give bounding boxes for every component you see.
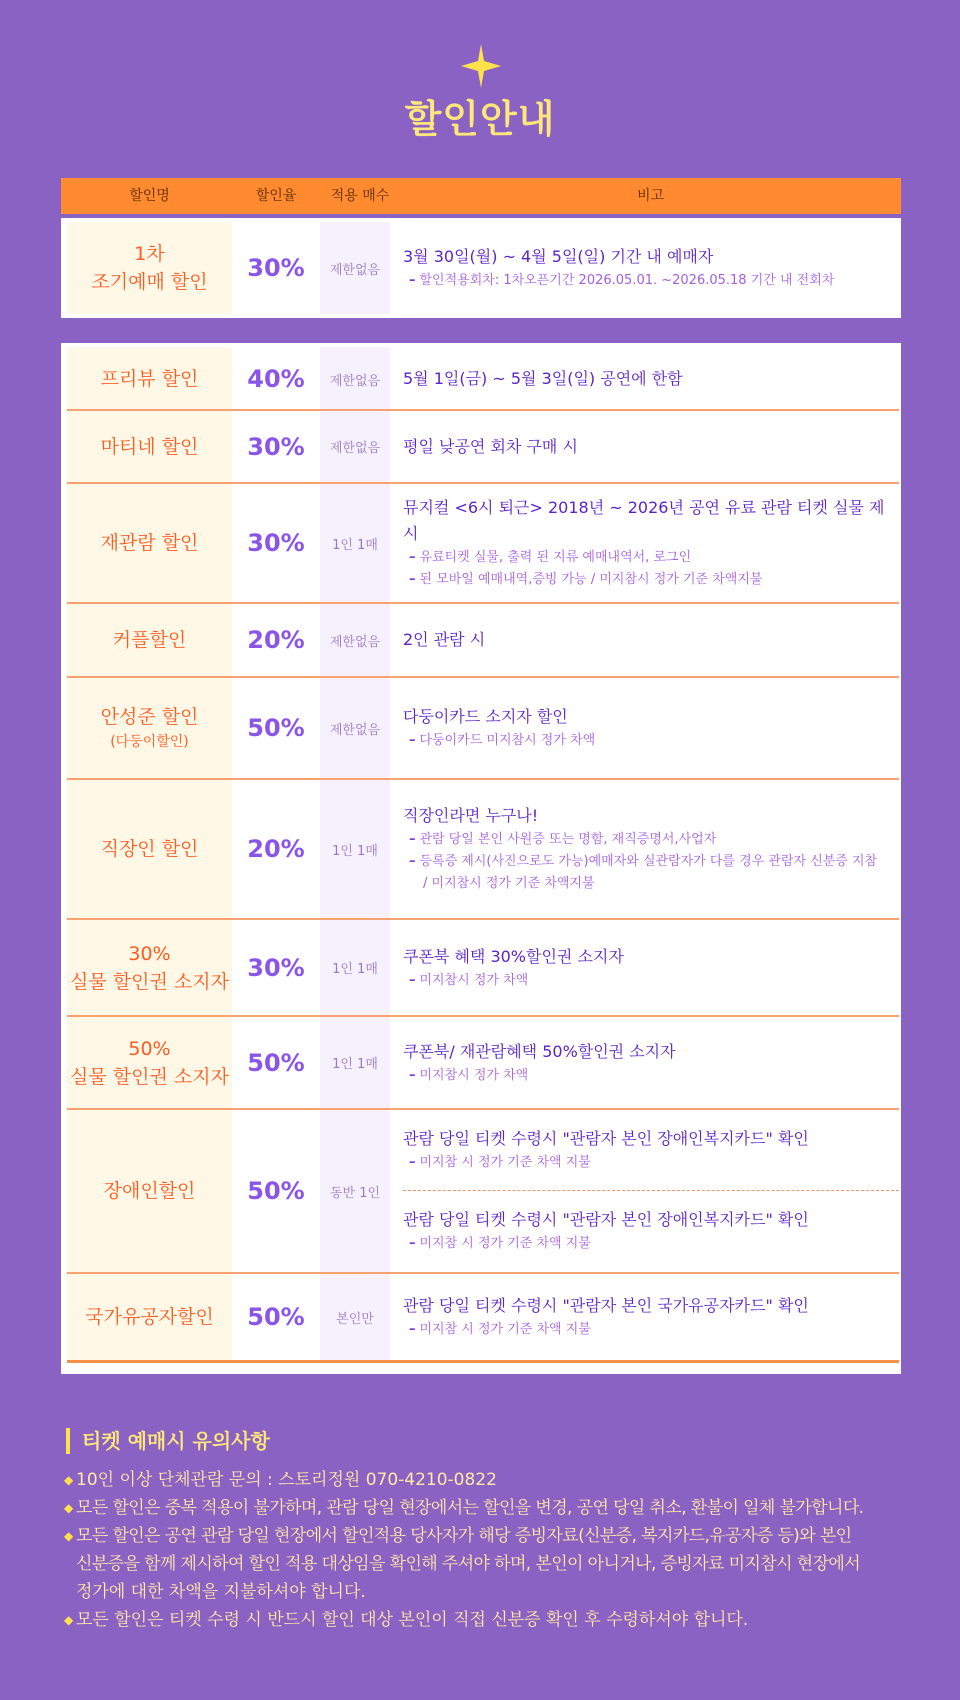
notice-item: ◆ 10인 이상 단체관람 문의 : 스토리정원 070-4210-0822 <box>64 1466 904 1494</box>
discount-remarks: 직장인라면 누구나! – 관람 당일 본인 사원증 또는 명함, 재직증명서,사업자 – 등록증 제시(사진으로도 가능)예매자와 실관람자가 다를 경우 관람자 신분증 지참 / 미지참시 정가 기준 차액지불 <box>403 806 878 891</box>
discount-remarks: 5월 1일(금) ~ 5월 3일(일) 공연에 한함 <box>403 369 683 388</box>
notice-item: ◆ 모든 할인은 티켓 수령 시 반드시 할인 대상 본인이 직접 신분증 확인 후 수령하셔야 합니다. <box>64 1606 904 1634</box>
diamond-bullet-icon: ◆ <box>64 1473 74 1487</box>
discount-name: 30% 실물 할인권 소지자 <box>67 920 232 1015</box>
early-discount-card <box>61 218 901 318</box>
discount-table-card <box>61 343 901 1374</box>
discount-quantity: 1인 1매 <box>320 1017 390 1108</box>
discount-quantity: 1인 1매 <box>320 920 390 1015</box>
discount-remarks: 쿠폰북 혜택 30%할인권 소지자 – 미지참시 정가 차액 <box>403 946 624 988</box>
discount-remarks: 뮤지컬 <6시 퇴근> 2018년 ~ 2026년 공연 유료 관람 티켓 실물 제시 – 유료티켓 실물, 출력 된 지류 예매내역서, 로그인 – 된 모바일 예매내역,증빙 가능 / 미지참시 정가 기준 차액지불 <box>403 498 885 587</box>
discount-quantity: 제한없음 <box>320 222 390 314</box>
discount-rate: 30% <box>247 953 305 982</box>
discount-quantity: 제한없음 <box>320 604 390 676</box>
diamond-bullet-icon: ◆ <box>64 1613 74 1627</box>
discount-rate: 50% <box>247 714 305 742</box>
discount-quantity: 제한없음 <box>320 678 390 778</box>
discount-rate: 30% <box>247 529 305 557</box>
discount-quantity: 1인 1매 <box>320 780 390 918</box>
discount-remarks: 관람 당일 티켓 수령시 "관람자 본인 장애인복지카드" 확인 – 미지참 시 정가 기준 차액 지불 <box>403 1129 809 1170</box>
discount-name: 프리뷰 할인 <box>67 347 232 411</box>
discount-quantity: 동반 1인 <box>320 1110 390 1272</box>
discount-rate: 20% <box>247 626 305 654</box>
discount-name: 직장인 할인 <box>67 780 232 918</box>
discount-rate: 50% <box>247 1048 305 1077</box>
discount-remarks: 3월 30일(월) ~ 4월 5일(일) 기간 내 예매자 – 할인적용회차: 1차오픈기간 2026.05.01. ~2026.05.18 기간 내 전회차 <box>403 247 835 288</box>
discount-name: 안성준 할인 (다둥이할인) <box>67 678 232 778</box>
discount-remarks: 관람 당일 티켓 수령시 "관람자 본인 국가유공자카드" 확인 – 미지참 시 정가 기준 차액 지불 <box>403 1296 809 1337</box>
diamond-bullet-icon: ◆ <box>64 1501 74 1515</box>
discount-remarks: 쿠폰북/ 재관람혜택 50%할인권 소지자 – 미지참시 정가 차액 <box>403 1041 676 1083</box>
notice-list <box>64 1466 904 1634</box>
discount-remarks-companion: 관람 당일 티켓 수령시 "관람자 본인 장애인복지카드" 확인 – 미지참 시 정가 기준 차액 지불 <box>403 1210 809 1251</box>
discount-name: 장애인할인 <box>67 1110 232 1272</box>
discount-quantity: 본인만 <box>320 1274 390 1360</box>
discount-name: 마티네 할인 <box>67 411 232 482</box>
table-header <box>61 178 901 214</box>
page-title: 할인안내 <box>404 97 556 141</box>
discount-name: 커플할인 <box>67 604 232 676</box>
table-bottom-border <box>67 1360 899 1363</box>
discount-name: 50% 실물 할인권 소지자 <box>67 1017 232 1108</box>
discount-rate: 50% <box>247 1177 305 1205</box>
notice-item: ◆ 모든 할인은 공연 관람 당일 현장에서 할인적용 당사자가 해당 증빙자료(신분증, 복지카드,유공자증 등)와 본인 신분증을 함께 제시하여 할인 적용 대상임을 확인해 주셔야 하며, 본인이 아니거나, 증빙자료 미지참시 현장에서 정가에 대한 차액을 지불하셔야 합니다. <box>64 1522 904 1606</box>
discount-rate: 30% <box>247 432 305 461</box>
discount-rate: 20% <box>247 835 305 863</box>
discount-rate: 30% <box>247 254 305 282</box>
discount-remarks: 2인 관람 시 <box>403 630 486 649</box>
diamond-bullet-icon: ◆ <box>64 1529 74 1543</box>
header-remarks: 비고 <box>636 188 665 204</box>
header-quantity: 적용 매수 <box>330 188 390 204</box>
header-discount-rate: 할인율 <box>255 188 297 204</box>
notice-item: ◆ 모든 할인은 중복 적용이 불가하며, 관람 당일 현장에서는 할인을 변경, 공연 당일 취소, 환불이 일체 불가합니다. <box>64 1494 904 1522</box>
discount-name: 재관람 할인 <box>67 484 232 602</box>
discount-remarks: 평일 낮공연 회차 구매 시 <box>403 436 578 456</box>
discount-rate: 40% <box>247 365 305 393</box>
discount-quantity: 제한없음 <box>320 347 390 411</box>
header-discount-name: 할인명 <box>129 188 170 204</box>
discount-name: 1차 조기예매 할인 <box>67 222 232 314</box>
discount-quantity: 1인 1매 <box>320 484 390 602</box>
discount-name: 국가유공자할인 <box>67 1274 232 1360</box>
discount-rate: 50% <box>247 1303 305 1331</box>
discount-quantity: 제한없음 <box>320 411 390 482</box>
notice-title: 티켓 예매시 유의사항 <box>66 1428 270 1454</box>
discount-remarks: 다둥이카드 소지자 할인 – 다둥이카드 미지참시 정가 차액 <box>403 707 596 748</box>
sparkle-star-icon <box>461 44 501 88</box>
